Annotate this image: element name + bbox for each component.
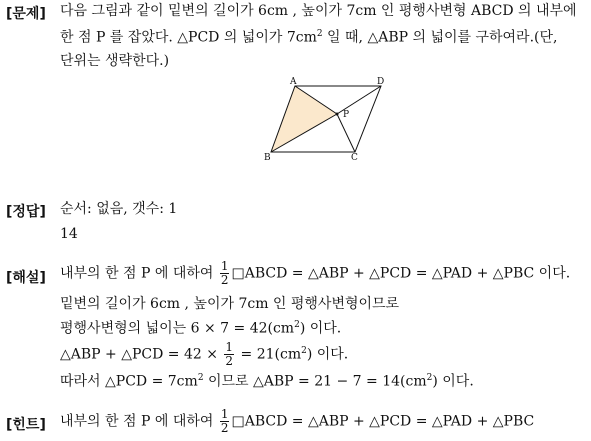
fraction-half	[220, 408, 230, 435]
fraction-denominator: 2	[225, 354, 234, 368]
solution-line-4	[60, 341, 348, 368]
solution-l3-post: ) 이다.	[299, 320, 342, 337]
hint-label: [힌트]	[6, 417, 46, 433]
problem-line-1: 다음 그림과 같이 밑변의 길이가 6cm , 높이가 7cm 인 평행사변형 ABCD 의 내부에	[60, 3, 577, 19]
vertex-label-p: P	[343, 110, 350, 120]
solution-l4-pre: △ABP + △PCD = 42 ×	[60, 346, 218, 363]
fraction-numerator: 1	[225, 340, 234, 354]
solution-line-1	[60, 260, 570, 287]
fraction-numerator: 1	[220, 407, 229, 421]
answer-label: [정답]	[6, 204, 46, 220]
vertex-label-b: B	[264, 153, 271, 163]
hint-post: □ABCD = △ABP + △PCD = △PAD + △PBC	[231, 413, 535, 430]
answer-line-1: 순서: 없음, 갯수: 1	[60, 201, 178, 217]
hint-pre: 내부의 한 점 P 에 대하여	[60, 413, 214, 430]
solution-l5-sup1: 2	[197, 373, 204, 383]
vertex-label-a: A	[290, 77, 297, 87]
problem-line-2-sup: 2	[316, 29, 323, 39]
vertex-label-c: C	[351, 153, 358, 163]
fraction-half	[220, 260, 230, 287]
solution-line-3	[60, 321, 341, 336]
solution-line-2: 밑변의 길이가 6cm , 높이가 7cm 인 평행사변형이므로	[60, 296, 400, 312]
parallelogram-figure	[262, 74, 392, 166]
fraction-denominator: 2	[220, 273, 229, 287]
vertex-label-d: D	[377, 77, 385, 87]
fraction-numerator: 1	[220, 259, 229, 273]
answer-value: 14	[60, 226, 78, 242]
problem-line-2b: 일 때, △ABP 의 넓이를 구하여라.(단,	[322, 29, 558, 46]
solution-l5-mid: 이므로 △ABP = 21 − 7 = 14(cm	[203, 373, 427, 390]
problem-line-2a: 한 점 P 를 잡았다. △PCD 의 넓이가 7cm	[60, 29, 317, 46]
point-p	[336, 113, 339, 116]
solution-l3-sup: 2	[294, 320, 300, 330]
solution-l4-post: ) 이다.	[306, 346, 349, 363]
solution-l4-mid: = 21(cm	[240, 346, 302, 363]
solution-line-5	[60, 374, 474, 389]
shaded-triangle-abp	[271, 86, 337, 152]
fraction-half	[224, 341, 234, 368]
solution-l1-post: □ABCD = △ABP + △PCD = △PAD + △PBC 이다.	[231, 265, 571, 282]
problem-line-3: 단위는 생략한다.)	[60, 53, 170, 69]
fraction-denominator: 2	[220, 421, 229, 435]
solution-l5-sup2: 2	[426, 373, 433, 383]
solution-l5-post: ) 이다.	[432, 373, 474, 390]
solution-l3-pre: 평행사변형의 넓이는 6 × 7 = 42(cm	[60, 320, 295, 337]
problem-label: [문제]	[6, 6, 46, 22]
problem-line-2	[60, 30, 557, 45]
solution-label: [해설]	[6, 270, 46, 286]
hint-line	[60, 408, 534, 435]
solution-l1-pre: 내부의 한 점 P 에 대하여	[60, 265, 214, 282]
solution-l5-pre: 따라서 △PCD = 7cm	[60, 373, 198, 390]
solution-l4-sup: 2	[301, 345, 307, 356]
